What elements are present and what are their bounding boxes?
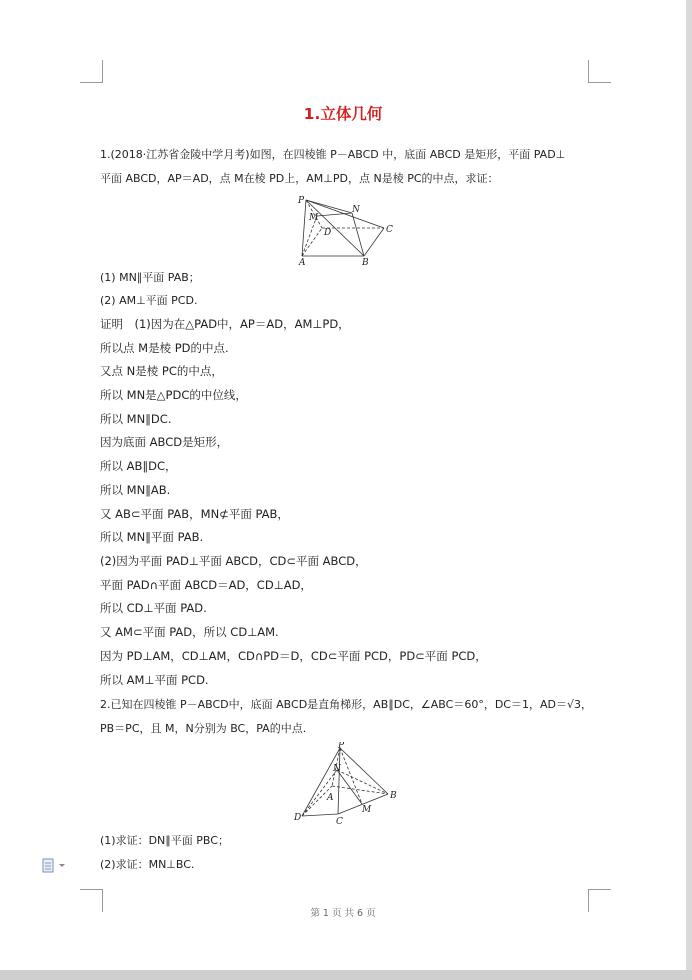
page-footer: 第 1 页 共 6 页 [310,908,376,919]
proof-line: (2)因为平面 PAD⊥平面 ABCD，CD⊂平面 ABCD， [100,554,367,568]
problem1-part1: (1) MN∥平面 PAB； [100,271,200,284]
window-edge-bottom [0,970,692,980]
proof-line: 所以 AB∥DC， [100,459,177,473]
proof-line: 证明 (1)因为在△PAD中，AP＝AD，AM⊥PD， [100,317,350,331]
problem1-intro-line1: 1.(2018·江苏省金陵中学月考)如图，在四棱锥 P－ABCD 中，底面 ABCD 是矩形，平面 PAD⊥ [100,148,566,161]
fig2-label-c: C [336,817,343,826]
fig2-label-d: D [294,813,302,823]
proof-line: 所以 CD⊥平面 PAD. [100,601,207,615]
pyramid-figure-1 [292,194,400,266]
fig1-label-d: D [324,228,332,238]
proof-line: 又点 N是棱 PC的中点， [100,364,223,378]
crop-mark-top-right [588,60,611,83]
proof-line: 所以点 M是棱 PD的中点. [100,341,229,355]
fig1-label-n: N [352,205,360,215]
fig1-label-m: M [309,213,319,223]
fig2-label-p: P [338,742,345,751]
proof-line: 平面 PAD∩平面 ABCD＝AD，CD⊥AD， [100,578,312,592]
proof-line: 所以 MN∥DC. [100,412,172,426]
proof-line: 所以 MN是△PDC的中位线， [100,388,247,402]
fig2-label-n: N [333,764,341,774]
fig2-label-m: M [362,805,372,815]
problem1-part2: (2) AM⊥平面 PCD. [100,294,198,307]
window-edge-right [686,0,692,980]
crop-mark-top-left [80,60,103,83]
proof-line: 所以 MN∥AB. [100,483,171,497]
problem1-intro-line2: 平面 ABCD，AP＝AD，点 M在棱 PD上，AM⊥PD，点 N是棱 PC的中点，求证： [100,172,499,185]
problem2-intro-line1: 2.已知在四棱锥 P－ABCD中，底面 ABCD是直角梯形，AB∥DC，∠ABC＝60°，DC＝1，AD＝√3， [100,698,592,711]
fig1-label-a: A [299,258,306,266]
proof-line: 所以 MN∥平面 PAB. [100,530,204,544]
fig1-label-b: B [362,258,369,266]
proof-line: 又 AB⊂平面 PAB，MN⊄平面 PAB， [100,507,289,521]
problem2-intro-line2: PB＝PC，且 M，N分别为 BC，PA的中点. [100,722,307,735]
paste-options-icon[interactable] [42,858,68,874]
fig1-label-c: C [386,225,393,235]
proof-line: 因为底面 ABCD是矩形， [100,435,229,449]
fig2-label-b: B [390,791,397,801]
proof-line: 因为 PD⊥AM，CD⊥AM，CD∩PD＝D，CD⊂平面 PCD，PD⊂平面 PCD， [100,649,487,663]
problem2-part1: (1)求证：DN∥平面 PBC； [100,834,229,847]
problem2-part2: (2)求证：MN⊥BC. [100,858,195,871]
pyramid-figure-2 [292,742,402,826]
fig1-label-p: P [298,196,305,206]
fig2-label-a: A [327,793,334,803]
proof-line: 又 AM⊂平面 PAD，所以 CD⊥AM. [100,625,279,639]
section-title: 1.立体几何 [303,105,383,123]
proof-line: 所以 AM⊥平面 PCD. [100,673,209,687]
